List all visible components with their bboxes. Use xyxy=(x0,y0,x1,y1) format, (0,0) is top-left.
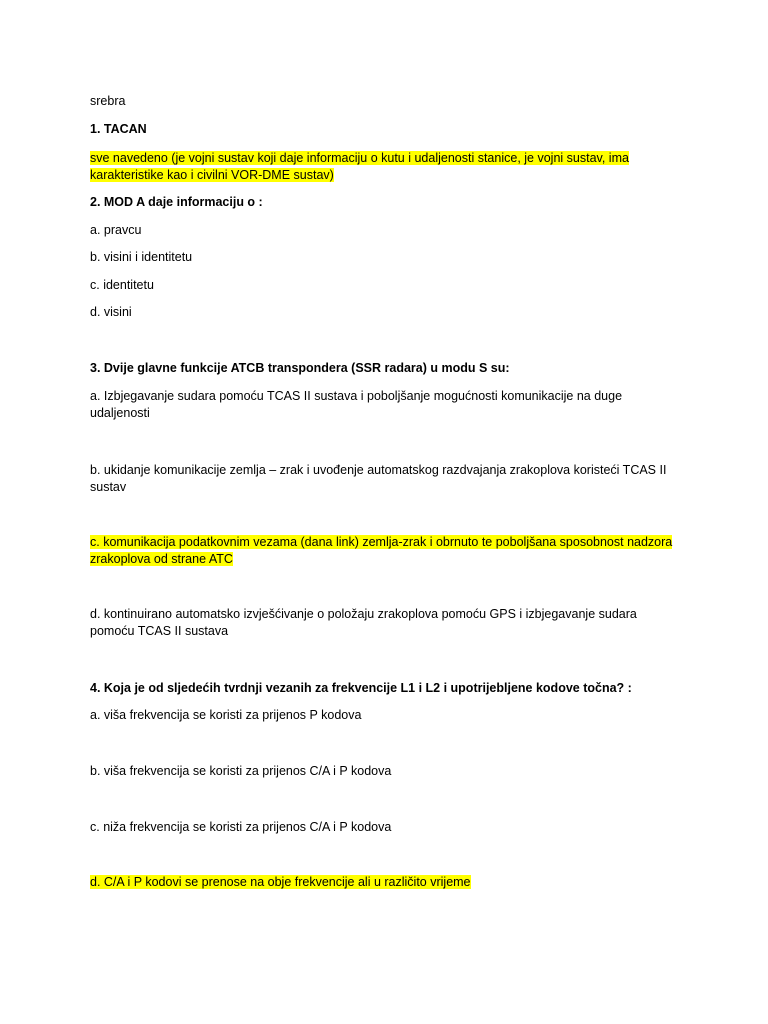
intro-text: srebra xyxy=(90,94,126,108)
question-1-answer: sve navedeno (je vojni sustav koji daje informaciju o kutu i udaljenosti stanice, je vojni sustav, ima karakteristike kao i civilni VOR-DME sustav) xyxy=(90,151,629,182)
question-3-title: 3. Dvije glavne funkcije ATCB transpondera (SSR radara) u modu S su: xyxy=(90,361,510,375)
question-2-option-a: a. pravcu xyxy=(90,223,142,237)
question-4-option-a: a. viša frekvencija se koristi za prijenos P kodova xyxy=(90,708,362,722)
question-3-option-a: a. Izbjegavanje sudara pomoću TCAS II sustava i poboljšanje mogućnosti komunikacije na duge udaljenosti xyxy=(90,389,623,420)
question-4-option-b: b. viša frekvencija se koristi za prijenos C/A i P kodova xyxy=(90,764,392,778)
question-3-option-d: d. kontinuirano automatsko izvješćivanje o položaju zrakoplova pomoću GPS i izbjegavanje sudara pomoću TCAS II sustava xyxy=(90,607,637,638)
question-2-option-b: b. visini i identitetu xyxy=(90,250,193,264)
question-4-option-c: c. niža frekvencija se koristi za prijenos C/A i P kodova xyxy=(90,820,392,834)
question-3-option-c: c. komunikacija podatkovnim vezama (dana link) zemlja-zrak i obrnuto te poboljšana sposobnost nadzora zrakoplova od strane ATC xyxy=(90,535,673,566)
question-2-option-c: c. identitetu xyxy=(90,278,154,292)
question-3-option-b: b. ukidanje komunikacije zemlja – zrak i uvođenje automatskog razdvajanja zrakoplova koristeći TCAS II sustav xyxy=(90,463,667,494)
question-2-title: 2. MOD A daje informaciju o : xyxy=(90,195,263,209)
question-1-title: 1. TACAN xyxy=(90,122,147,136)
question-2-option-d: d. visini xyxy=(90,305,132,319)
question-4-option-d: d. C/A i P kodovi se prenose na obje frekvencije ali u različito vrijeme xyxy=(90,875,471,889)
question-4-title: 4. Koja je od sljedećih tvrdnji vezanih za frekvencije L1 i L2 i upotrijebljene kodove točna? : xyxy=(90,681,632,695)
